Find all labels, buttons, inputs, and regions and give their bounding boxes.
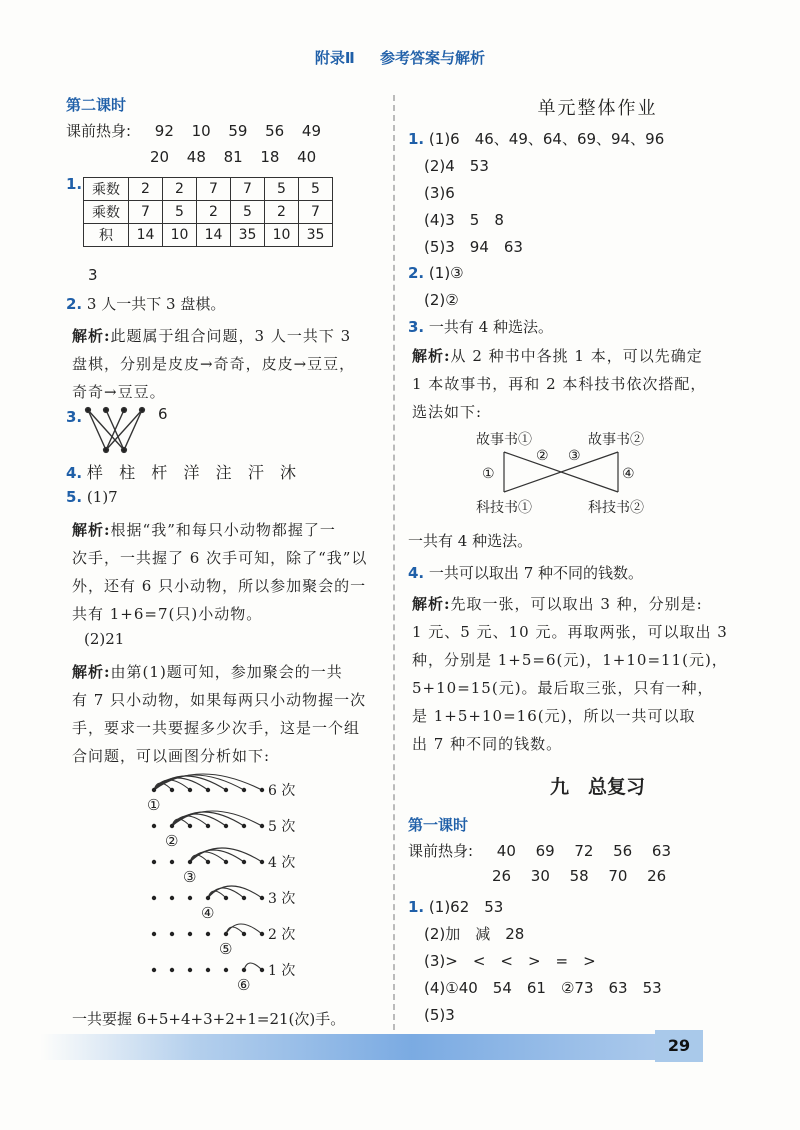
- analysis-line: 1 本故事书，再和 2 本科技书依次搭配，: [412, 375, 707, 393]
- science-book-1: 科技书①: [476, 500, 532, 516]
- count-label: 3 次: [268, 891, 296, 907]
- appendix-label: 附录Ⅱ: [314, 49, 355, 67]
- table-cell: 35: [299, 224, 333, 247]
- r-q3-conclusion: 一共有 4 种选法。: [408, 532, 533, 550]
- table-cell: 7: [129, 201, 163, 224]
- q4-char: 柱: [119, 463, 138, 482]
- circle-label: ①: [147, 796, 161, 814]
- table-cell: 7: [197, 178, 231, 201]
- question-number: 3.: [408, 318, 425, 336]
- circle-label: ②: [165, 832, 179, 850]
- question-number: 1.: [408, 130, 425, 148]
- q5-part2: (2)21: [84, 630, 125, 648]
- analysis-line: 从 2 种书中各挑 1 本，可以先确定: [450, 347, 703, 365]
- analysis-label: 解析:: [412, 595, 451, 613]
- analysis-line: 盘棋，分别是皮皮→奇奇，皮皮→豆豆，: [72, 355, 356, 373]
- q2-answer: 3 人一共下 3 盘棋。: [86, 295, 226, 313]
- warmup-value: 58: [569, 867, 589, 885]
- q5-part1-line: [66, 488, 118, 506]
- warmup-value: 30: [530, 867, 550, 885]
- story-book-1: 故事书①: [476, 432, 532, 448]
- r-q1-block: [408, 126, 664, 261]
- answer-line: (1)6 46、49、64、69、94、96: [428, 130, 665, 148]
- table-cell: 乘数: [84, 201, 129, 224]
- warmup-row1: [66, 120, 334, 141]
- warmup-value: 49: [301, 122, 321, 140]
- q3-answer: 6: [158, 405, 168, 423]
- table-row: [84, 178, 333, 201]
- analysis-line: 根据“我”和每只小动物都握了一: [110, 521, 336, 539]
- question-number: 4.: [408, 564, 425, 582]
- analysis-line: 种，分别是 1+5=6(元)，1+10=11(元)，: [412, 651, 728, 669]
- analysis-label: 解析:: [72, 327, 111, 345]
- analysis-line: 奇奇→豆豆。: [72, 383, 166, 401]
- r-q4-answer-line: [408, 562, 643, 583]
- q4-char: 注: [215, 463, 234, 482]
- q5-part1: (1)7: [86, 488, 118, 506]
- r-q1b-block: [408, 894, 662, 1029]
- answer-line: (2)②: [424, 291, 459, 309]
- pair-mark: ③: [568, 448, 581, 464]
- analysis-label: 解析:: [72, 663, 111, 681]
- q5-analysis2: [72, 658, 366, 770]
- table-cell: 5: [299, 178, 333, 201]
- count-label: 2 次: [268, 927, 296, 943]
- table-cell: 5: [231, 201, 265, 224]
- analysis-line: 次手，一共握了 6 次手可知，除了“我”以: [72, 549, 368, 567]
- answer-line: (4)①40 54 61 ②73 63 53: [424, 979, 662, 997]
- answer-line: (2)加 减 28: [424, 925, 525, 943]
- question-number: 2.: [66, 295, 83, 313]
- table-cell: 积: [84, 224, 129, 247]
- answer-line: (3)> < < > = >: [424, 952, 596, 970]
- answer-line: (5)3: [424, 1006, 455, 1024]
- warmup-value: 81: [223, 148, 243, 166]
- table-cell: 35: [231, 224, 265, 247]
- analysis-line: 1 元、5 元、10 元。再取两张，可以取出 3: [412, 623, 728, 641]
- question-number: 2.: [408, 264, 425, 282]
- circle-label: ③: [183, 868, 197, 886]
- q4-answer-line: [66, 460, 298, 483]
- q5-analysis1: [72, 516, 367, 628]
- answer-line: (3)6: [424, 184, 455, 202]
- analysis-line: 合问题，可以画图分析如下:: [72, 747, 271, 765]
- analysis-line: 选法如下:: [412, 403, 483, 421]
- count-label: 6 次: [268, 783, 296, 799]
- warmup-value: 63: [651, 842, 671, 860]
- analysis-line: 外，还有 6 只小动物，所以参加聚会的一: [72, 577, 367, 595]
- warmup-value: 40: [496, 842, 516, 860]
- warmup-value: 56: [613, 842, 633, 860]
- science-book-2: 科技书②: [588, 500, 644, 516]
- analysis-line: 共有 1+6=7(只)小动物。: [72, 605, 263, 623]
- r-q4-answer: 一共可以取出 7 种不同的钱数。: [428, 564, 644, 582]
- warmup-value: 18: [260, 148, 280, 166]
- analysis-line: 是 1+5+10=16(元)，所以一共可以取: [412, 707, 696, 725]
- warmup-row2: [150, 148, 329, 166]
- r-q3-answer: 一共有 4 种选法。: [428, 318, 554, 336]
- table-cell: 7: [231, 178, 265, 201]
- r-warmup-row1: [408, 840, 686, 861]
- warmup-label: 课前热身:: [408, 842, 474, 860]
- handshake-diagram: [140, 768, 310, 1000]
- warmup-value: 48: [186, 148, 206, 166]
- lesson2-title: 第二课时: [66, 96, 127, 114]
- q4-char: 洋: [183, 463, 202, 482]
- q5-conclusion: 一共要握 6+5+4+3+2+1=21(次)手。: [72, 1010, 346, 1028]
- footer-decoration: [40, 1034, 660, 1060]
- pair-mark: ①: [482, 466, 495, 482]
- analysis-line: 出 7 种不同的钱数。: [412, 735, 563, 753]
- header-title: 参考答案与解析: [380, 49, 486, 67]
- count-label: 4 次: [268, 855, 296, 871]
- multiplication-table: [83, 177, 333, 247]
- table-cell: 2: [129, 178, 163, 201]
- analysis-line: 此题属于组合问题，3 人一共下 3: [110, 327, 352, 345]
- warmup-value: 20: [150, 148, 170, 166]
- warmup-value: 56: [265, 122, 285, 140]
- pair-mark: ②: [536, 448, 549, 464]
- answer-line: (5)3 94 63: [424, 238, 523, 256]
- question-number: 4.: [66, 464, 83, 482]
- analysis-line: 手，要求一共要握多少次手，这是一个组: [72, 719, 361, 737]
- circle-label: ④: [201, 904, 215, 922]
- q4-char: 样: [86, 463, 105, 482]
- book-pairing-diagram: [470, 428, 670, 520]
- warmup-value: 40: [297, 148, 317, 166]
- answer-line: (1)62 53: [428, 898, 504, 916]
- answer-line: (4)3 5 8: [424, 211, 504, 229]
- table-cell: 14: [197, 224, 231, 247]
- q1-extra-answer: 3: [88, 266, 98, 284]
- warmup-value: 59: [228, 122, 248, 140]
- story-book-2: 故事书②: [588, 432, 644, 448]
- table-cell: 2: [163, 178, 197, 201]
- analysis-line: 5+10=15(元)。最后取三张，只有一种，: [412, 679, 714, 697]
- count-label: 1 次: [268, 963, 296, 979]
- warmup-value: 72: [574, 842, 594, 860]
- warmup-value: 70: [608, 867, 628, 885]
- table-cell: 2: [197, 201, 231, 224]
- lesson1-title: 第一课时: [408, 816, 469, 834]
- r-q4-analysis: [412, 590, 728, 758]
- q4-char: 沐: [280, 463, 299, 482]
- page-header: [0, 47, 800, 68]
- table-cell: 5: [163, 201, 197, 224]
- answer-line: (1)③: [428, 264, 464, 282]
- circle-label: ⑥: [237, 976, 251, 994]
- chapter-title: 九 总复习: [549, 776, 645, 798]
- page-number: 29: [655, 1030, 703, 1062]
- warmup-value: 69: [535, 842, 555, 860]
- count-label: 5 次: [268, 819, 296, 835]
- table-cell: 乘数: [84, 178, 129, 201]
- warmup-value: 10: [191, 122, 211, 140]
- q2-analysis: [72, 322, 355, 406]
- q4-char: 汗: [247, 463, 266, 482]
- analysis-label: 解析:: [72, 521, 111, 539]
- question-number: 1.: [408, 898, 425, 916]
- circle-label: ⑤: [219, 940, 233, 958]
- analysis-label: 解析:: [412, 347, 451, 365]
- table-cell: 5: [265, 178, 299, 201]
- analysis-line: 先取一张，可以取出 3 种，分别是:: [450, 595, 703, 613]
- q3-line-diagram: [82, 404, 152, 456]
- warmup-value: 26: [492, 867, 512, 885]
- answer-line: (2)4 53: [424, 157, 489, 175]
- q4-char: 杆: [151, 463, 170, 482]
- question-number: 3.: [66, 408, 83, 426]
- table-cell: 10: [163, 224, 197, 247]
- table-row: [84, 201, 333, 224]
- column-divider: [393, 95, 395, 1030]
- warmup-label: 课前热身:: [66, 122, 132, 140]
- pair-mark: ④: [622, 466, 635, 482]
- r-warmup-row2: [492, 867, 681, 885]
- r-q3-analysis: [412, 342, 706, 426]
- table-cell: 2: [265, 201, 299, 224]
- r-q2-block: [408, 260, 464, 314]
- question-number: 5.: [66, 488, 83, 506]
- question-number: 1.: [66, 175, 83, 193]
- table-cell: 10: [265, 224, 299, 247]
- table-cell: 14: [129, 224, 163, 247]
- q2-answer-line: [66, 293, 225, 314]
- analysis-line: 有 7 只小动物，如果每两只小动物握一次: [72, 691, 367, 709]
- warmup-value: 26: [647, 867, 667, 885]
- analysis-line: 由第(1)题可知，参加聚会的一共: [110, 663, 343, 681]
- warmup-value: 92: [154, 122, 174, 140]
- r-q3-answer-line: [408, 316, 553, 337]
- unit-title: 单元整体作业: [537, 98, 658, 119]
- table-row: [84, 224, 333, 247]
- table-cell: 7: [299, 201, 333, 224]
